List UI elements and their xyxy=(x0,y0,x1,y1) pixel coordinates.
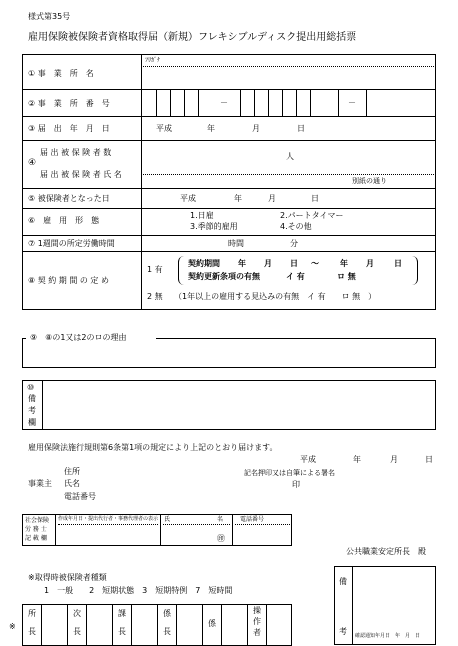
stamp-operator-3: 者 xyxy=(253,628,261,637)
filing-date-field[interactable] xyxy=(142,117,435,140)
declaration-era: 平成 xyxy=(300,455,316,464)
office-number-dash-1: － xyxy=(220,98,228,107)
remarks-char-2: 考 xyxy=(28,406,36,415)
remarks-char-1: 備 xyxy=(28,394,36,403)
filing-date-year: 年 xyxy=(207,124,215,133)
contract-period-month-2: 月 xyxy=(366,259,374,268)
employment-opt-2[interactable]: 2.パートタイマー xyxy=(280,211,344,220)
office-name-field[interactable] xyxy=(142,67,435,89)
weekly-hours-label: ⑦ 1週間の所定労働時間 xyxy=(28,239,115,248)
declaration-day: 日 xyxy=(425,455,433,464)
filing-date-label: ③ 届 出 年 月 日 xyxy=(28,124,110,133)
furigana-label: ﾌﾘｶﾞﾅ xyxy=(145,57,161,64)
sharoushi-col-2: 氏 xyxy=(164,516,171,523)
filing-date-month: 月 xyxy=(252,124,260,133)
stamp-unit-2: 長 xyxy=(163,627,171,636)
insured-date-year: 年 xyxy=(234,194,242,203)
sharoushi-side-2: 労 務 士 xyxy=(25,526,47,533)
confirm-date: 確認通知年月日 年 月 日 xyxy=(355,633,421,639)
contract-yes-option[interactable]: 1 有 xyxy=(147,265,163,274)
remarks-char-3: 欄 xyxy=(28,418,36,427)
form-number: 様式第35号 xyxy=(28,12,71,21)
employer-label: 事業主 xyxy=(28,479,52,488)
stamp-operator-1: 操 xyxy=(253,606,261,615)
sharoushi-col-2b: 名 xyxy=(217,516,224,523)
stamp-staff: 係 xyxy=(208,619,216,628)
stamp-chief-1: 所 xyxy=(28,609,36,618)
stamp-operator-2: 作 xyxy=(253,617,261,626)
contract-renewal-text: 契約更新条項の有無 xyxy=(188,272,260,281)
insured-count-unit: 人 xyxy=(286,152,294,161)
declaration-statement: 雇用保険法施行規則第6条第1項の規定により上記のとおり届けます。 xyxy=(28,443,278,452)
notes-label-1: 備 xyxy=(339,577,347,586)
contract-period-year-2: 年 xyxy=(340,259,348,268)
contract-renewal-no[interactable]: ロ 無 xyxy=(337,272,356,281)
page-title: 雇用保険被保険者資格取得届（新規）フレキシブルディスク提出用総括票 xyxy=(28,32,357,43)
employer-name-label: 氏名 xyxy=(64,479,80,488)
stamp-section-2: 長 xyxy=(118,627,126,636)
office-number-field[interactable] xyxy=(141,89,436,116)
notes-label-2: 考 xyxy=(339,627,347,636)
filing-date-era: 平成 xyxy=(156,124,172,133)
stamp-unit-1: 係 xyxy=(163,609,171,618)
reason-label: ⑨ ⑧の1又は2のロの理由 xyxy=(30,333,127,342)
phone-label: 電話番号 xyxy=(64,492,96,501)
sharoushi-col-3: 電話番号 xyxy=(240,516,265,523)
insured-date-label: ⑤ 被保険者となった日 xyxy=(28,194,110,203)
office-number-label: ② 事 業 所 番 号 xyxy=(28,99,110,108)
sharoushi-side-1: 社会保険 xyxy=(25,517,50,524)
office-name-label: ① 事 業 所 名 xyxy=(28,69,94,78)
insured-count-label: 届 出 被 保 険 者 数 xyxy=(40,148,112,157)
seal-mark: 印 xyxy=(292,480,300,489)
contract-no-note: （1年以上の雇用する見込みの有無 イ 有 ロ 無 ） xyxy=(174,292,377,301)
row4-number: ④ xyxy=(28,158,37,168)
stamp-chief-2: 長 xyxy=(28,627,36,636)
contract-period-tilde: ～ xyxy=(311,259,319,268)
remarks-box[interactable] xyxy=(22,380,436,430)
contract-no-option[interactable]: 2 無 xyxy=(147,292,163,301)
contract-period-month-1: 月 xyxy=(264,259,272,268)
insured-date-day: 日 xyxy=(311,194,319,203)
sharoushi-seal: ㊞ xyxy=(217,534,225,543)
contract-period-day-1: 日 xyxy=(290,259,298,268)
contract-renewal-yes[interactable]: イ 有 xyxy=(286,272,305,281)
addressee: 公共職業安定所長 殿 xyxy=(346,547,426,556)
employment-opt-1[interactable]: 1.日雇 xyxy=(190,211,214,220)
contract-period-label: ⑧ 契 約 期 間 の 定 め xyxy=(28,276,109,285)
insured-types-line: 1 一般 2 短期状態 3 短期特例 7 短時間 xyxy=(44,586,233,595)
weekly-hours-field[interactable] xyxy=(142,236,435,251)
declaration-month: 月 xyxy=(390,455,398,464)
sharoushi-col-1: 作成年月日・提出代行者・事務代理者の表示 xyxy=(58,516,159,522)
contract-period-text: 契約期間 xyxy=(188,259,220,268)
sharoushi-side-3: 記 載 欄 xyxy=(25,535,47,542)
remarks-number: ⑩ xyxy=(27,383,35,392)
contract-period-day-2: 日 xyxy=(394,259,402,268)
employment-opt-3[interactable]: 3.季節的雇用 xyxy=(190,222,238,231)
weekly-hours-minutes: 分 xyxy=(290,239,298,248)
office-use-mark: ※ xyxy=(9,622,16,631)
insured-names-note: 別紙の通り xyxy=(352,177,387,185)
employment-opt-4[interactable]: 4.その他 xyxy=(280,222,312,231)
insured-names-label: 届 出 被 保 険 者 氏 名 xyxy=(40,170,122,179)
contract-period-year-1: 年 xyxy=(238,259,246,268)
stamp-section-1: 課 xyxy=(118,609,126,618)
insured-date-era: 平成 xyxy=(180,194,196,203)
address-label: 住所 xyxy=(64,467,80,476)
stamp-deputy-1: 次 xyxy=(73,609,81,618)
office-number-dash-2: － xyxy=(348,98,356,107)
sign-note: 記名押印又は自筆による署名 xyxy=(244,469,335,477)
declaration-year: 年 xyxy=(353,455,361,464)
reason-box[interactable] xyxy=(22,338,436,368)
stamp-deputy-2: 長 xyxy=(73,627,81,636)
filing-date-day: 日 xyxy=(297,124,305,133)
insured-types-title: ※取得時被保険者種類 xyxy=(28,573,107,582)
employment-type-label: ⑥ 雇 用 形 態 xyxy=(28,216,100,225)
insured-date-month: 月 xyxy=(268,194,276,203)
weekly-hours-hours: 時間 xyxy=(228,239,244,248)
